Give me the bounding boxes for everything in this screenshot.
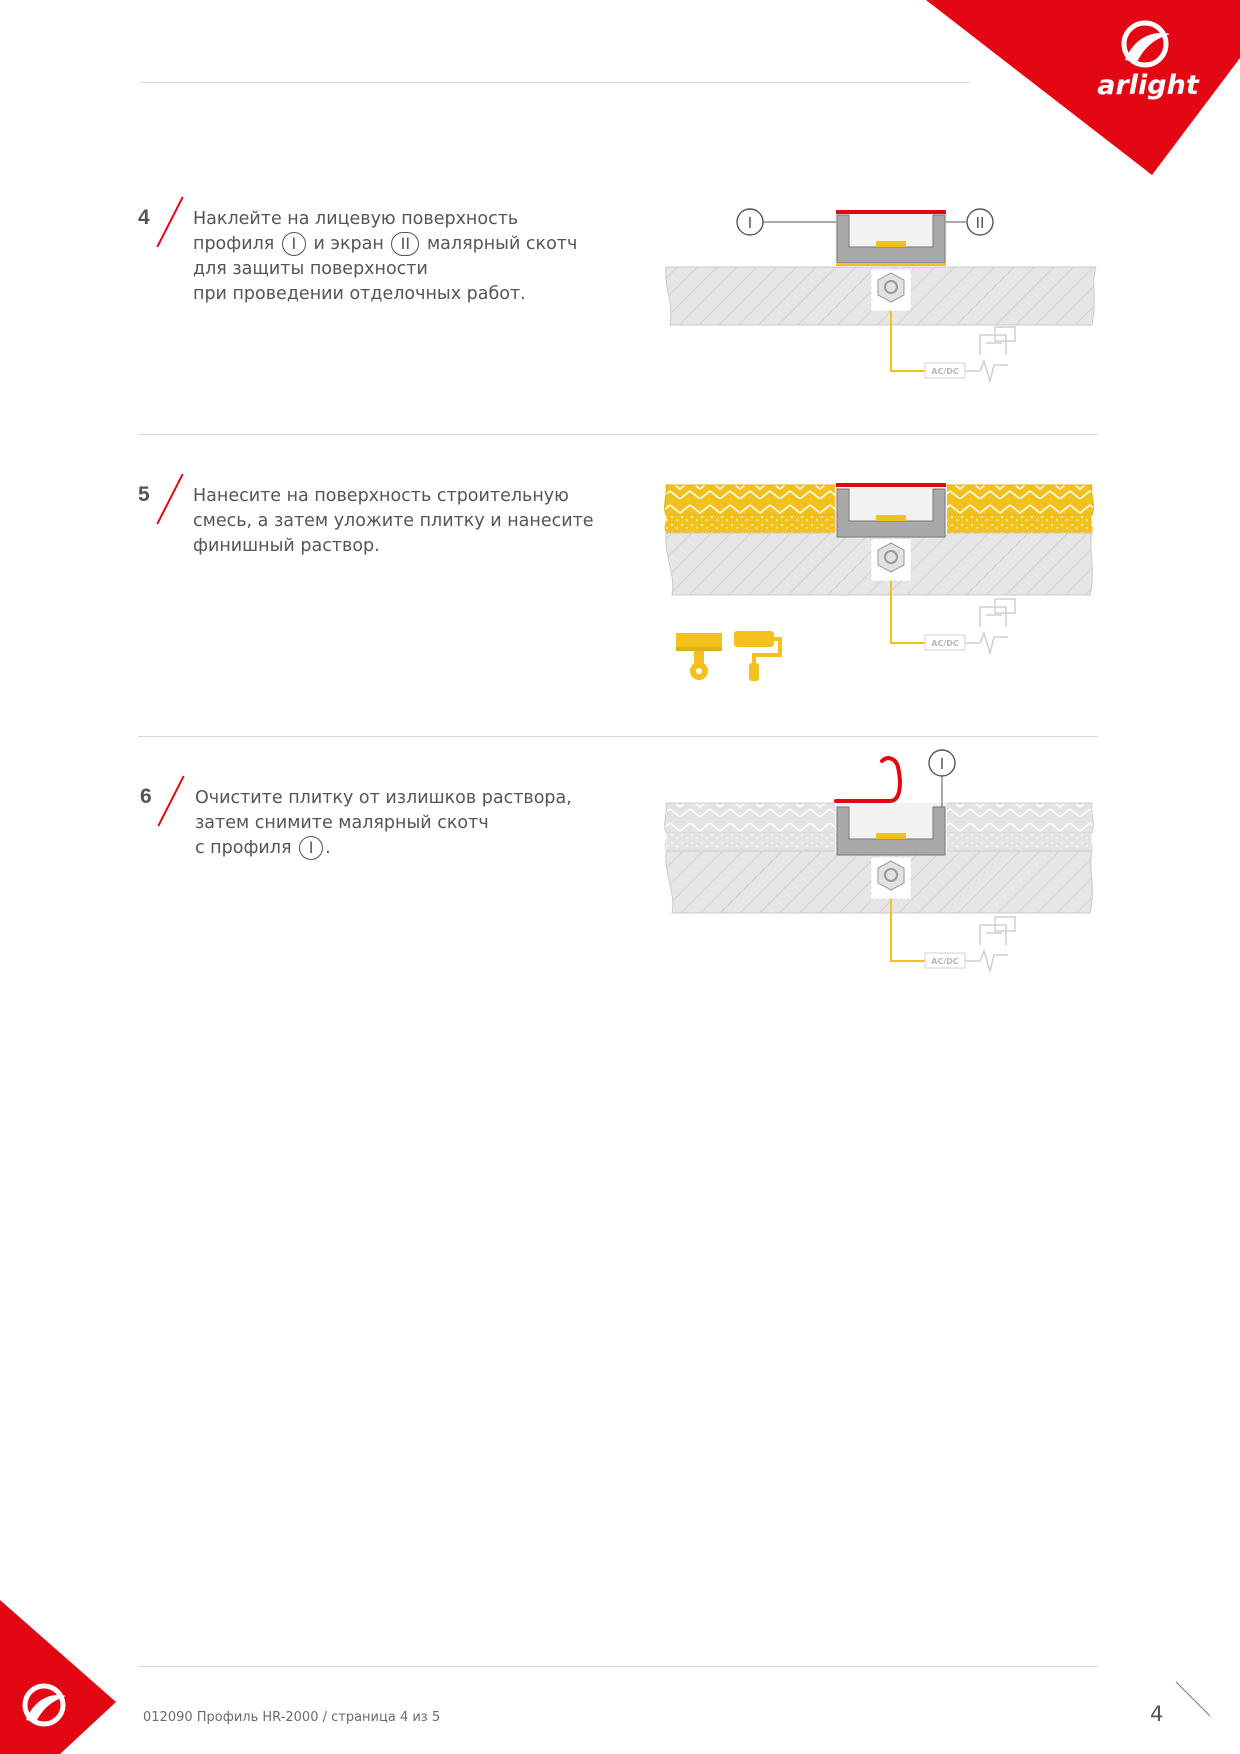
footer-doc-info: 012090 Профиль HR-2000 / страница 4 из 5 [143, 1710, 441, 1725]
svg-text:AC/DC: AC/DC [931, 367, 959, 376]
text-line: затем снимите малярный скотч [195, 813, 489, 833]
power-supply-icon [925, 917, 1015, 971]
brand-corner-bottom [0, 1600, 120, 1754]
step-number: 4 [138, 206, 150, 229]
text-line: для защиты поверхности [193, 259, 428, 279]
step-number: 6 [140, 785, 152, 808]
step-6-text [195, 786, 572, 861]
callout-marker-II: II [391, 232, 419, 256]
step-4-text [193, 207, 577, 307]
aluminium-profile [835, 210, 947, 266]
divider-5-6 [138, 736, 1098, 737]
text-line: Наклейте на лицевую поверхность [193, 209, 519, 229]
step-5-text [193, 484, 594, 559]
brand-logo-text: arlight [1097, 70, 1199, 101]
svg-text:II: II [975, 214, 985, 232]
power-supply-icon [925, 599, 1015, 653]
step-4-diagram [650, 195, 1100, 395]
roller-icon [734, 631, 780, 681]
aluminium-profile [835, 483, 947, 537]
step-5-diagram [650, 475, 1100, 695]
masking-tape-screen [836, 210, 946, 214]
page-number: 4 [1150, 1702, 1164, 1726]
red-slash-divider [156, 197, 183, 248]
power-supply-icon [925, 327, 1015, 381]
footer-divider [138, 1666, 1098, 1667]
text-line: при проведении отделочных работ. [193, 284, 526, 304]
text-line: профиля I и экран II малярный скотч [193, 234, 578, 254]
spatula-icon [676, 633, 722, 680]
divider-4-5 [138, 434, 1098, 435]
svg-text:I: I [939, 755, 945, 773]
callout-marker-I: I [282, 232, 306, 256]
peeled-tape [836, 758, 900, 801]
brand-corner-top [920, 0, 1240, 175]
cable-connector-icon [871, 539, 911, 581]
aluminium-profile [835, 803, 947, 855]
callout-marker-I: I [299, 836, 323, 860]
step-6-diagram [650, 745, 1100, 975]
text-line: с профиля I . [195, 838, 331, 858]
cable-connector-icon [871, 857, 911, 899]
masking-tape-profile [836, 263, 946, 266]
text-line: финишный раствор. [193, 536, 380, 556]
text-line: смесь, а затем уложите плитку и нанесите [193, 511, 594, 531]
step-number: 5 [138, 483, 150, 506]
svg-text:I: I [747, 214, 753, 232]
text-line: Нанесите на поверхность строительную [193, 486, 569, 506]
page-corner-slash [1172, 1680, 1212, 1720]
red-slash-divider [157, 776, 184, 827]
text-line: Очистите плитку от излишков раствора, [195, 788, 572, 808]
svg-text:AC/DC: AC/DC [931, 957, 959, 966]
red-slash-divider [156, 474, 183, 525]
cable-connector-icon [871, 269, 911, 311]
svg-text:AC/DC: AC/DC [931, 639, 959, 648]
top-divider [140, 82, 970, 83]
